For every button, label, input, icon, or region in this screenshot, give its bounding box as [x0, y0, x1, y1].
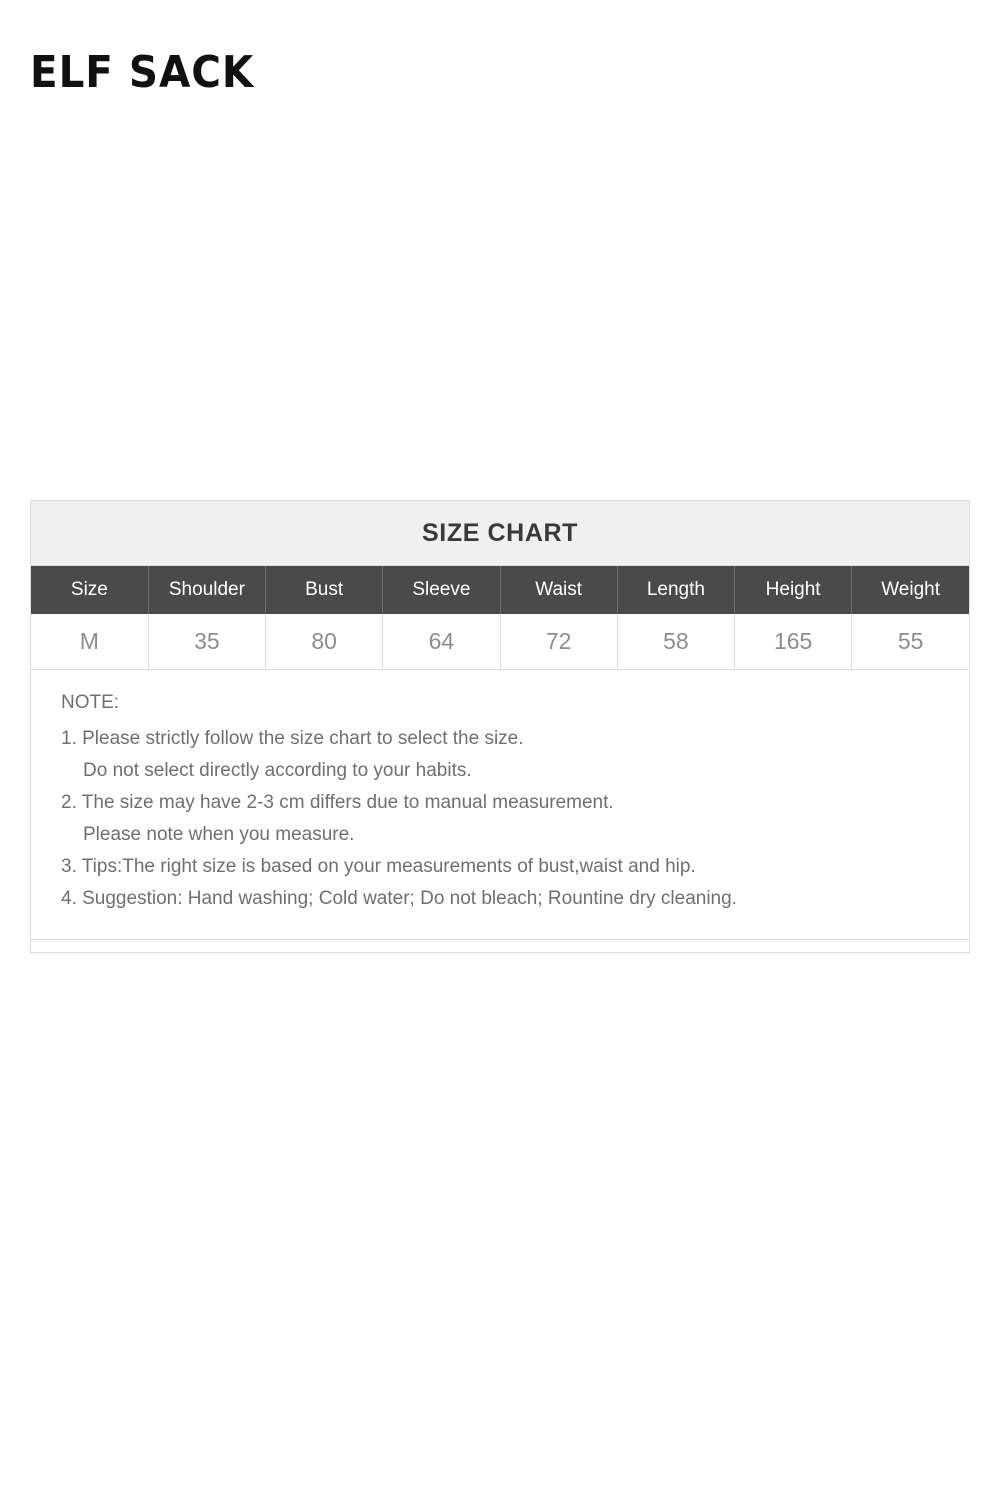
brand-wordmark-icon: ELF SACK	[30, 47, 255, 98]
cell-waist: 72	[500, 614, 617, 670]
column-header-sleeve: Sleeve	[383, 566, 500, 614]
note-line-1: 1. Please strictly follow the size chart to select the size.	[61, 728, 524, 749]
column-header-bust: Bust	[266, 566, 383, 614]
column-header-size: Size	[31, 566, 148, 614]
size-chart-footer-strip	[30, 940, 970, 953]
cell-sleeve: 64	[383, 614, 500, 670]
note-line-1b: Do not select directly according to your habits.	[83, 760, 472, 781]
column-header-weight: Weight	[852, 566, 969, 614]
note-line-3: 3. Tips:The right size is based on your measurements of bust,waist and hip.	[61, 856, 696, 877]
size-chart-section	[30, 500, 970, 953]
note-line-2b: Please note when you measure.	[83, 824, 355, 845]
note-line-2: 2. The size may have 2-3 cm differs due to manual measurement.	[61, 792, 614, 813]
cell-size: M	[31, 614, 148, 670]
size-chart-box	[30, 500, 970, 940]
column-header-length: Length	[617, 566, 734, 614]
column-header-waist: Waist	[500, 566, 617, 614]
brand-logo	[30, 42, 260, 104]
column-header-height: Height	[735, 566, 852, 614]
note-heading: NOTE:	[61, 692, 120, 713]
column-header-shoulder: Shoulder	[148, 566, 265, 614]
cell-weight: 55	[852, 614, 969, 670]
cell-shoulder: 35	[148, 614, 265, 670]
note-line-4: 4. Suggestion: Hand washing; Cold water; Do not bleach; Rountine dry cleaning.	[61, 888, 737, 909]
table-header-row	[31, 566, 969, 614]
right-edge-rule	[969, 500, 970, 952]
size-chart-note	[31, 670, 969, 940]
size-chart-title: SIZE CHART	[31, 501, 969, 566]
cell-height: 165	[735, 614, 852, 670]
table-row	[31, 614, 969, 670]
cell-bust: 80	[266, 614, 383, 670]
size-chart-table	[31, 566, 969, 670]
cell-length: 58	[617, 614, 734, 670]
